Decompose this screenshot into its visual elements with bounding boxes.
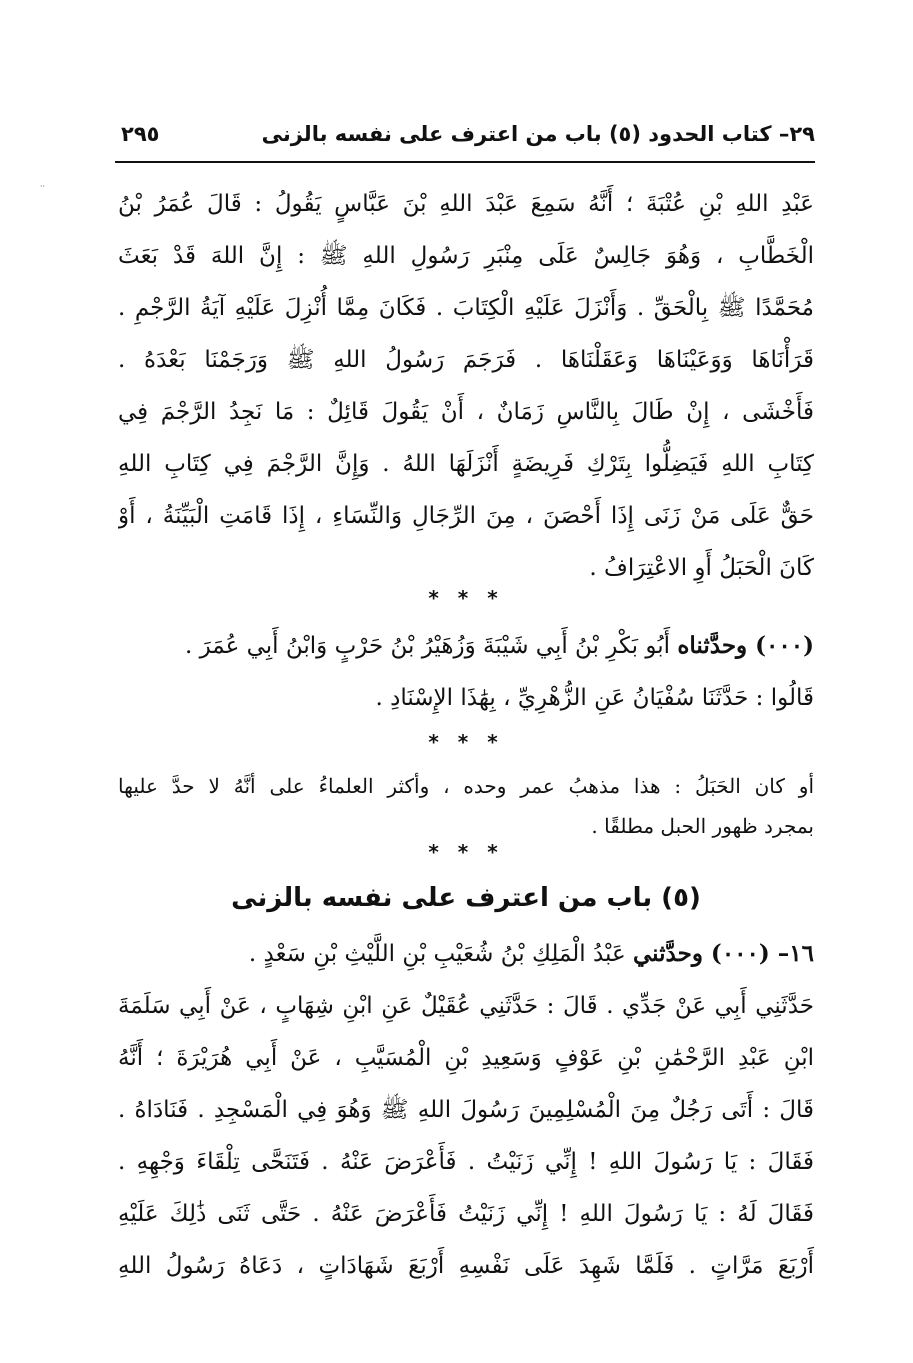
hadith-paragraph-2 (118, 620, 814, 724)
text-line: عَبْدِ اللهِ بْنِ عُتْبَةَ ؛ أَنَّهُ سَمِعَ عَبْدَ اللهِ بْنَ عَبَّاسٍ يَقُولُ : قَالَ عُمَرُ بْنُ (118, 191, 814, 217)
text-line: قَالُوا : حَدَّثَنَا سُفْيَانُ عَنِ الزُّهْرِيِّ ، بِهَٰذَا الإِسْنَادِ . (375, 685, 814, 711)
text-line: مُحَمَّدًا ﷺ بِالْحَقِّ . وَأَنْزَلَ عَلَيْهِ الْكِتَابَ . فَكَانَ مِمَّا أُنْزِلَ عَلَيْهِ آيَةُ الرَّجْمِ . (118, 295, 814, 321)
text-line: فَأَخْشَى ، إِنْ طَالَ بِالنَّاسِ زَمَانٌ ، أَنْ يَقُولَ قَائِلٌ : مَا نَجِدُ الرَّجْمَ فِي (118, 399, 814, 425)
page-number: ٢٩٥ (121, 122, 160, 146)
section-separator: * * * (428, 840, 504, 864)
note-line: أو كان الحَبَلُ : هذا مذهبُ عمر وحده ، وأكثر العلماءُ على أنَّهُ لا حدَّ عليها (118, 774, 814, 798)
commentary-note (118, 766, 814, 846)
text-line: أَرْبَعَ مَرَّاتٍ . فَلَمَّا شَهِدَ عَلَى نَفْسِهِ أَرْبَعَ شَهَادَاتٍ ، دَعَاهُ رَسُولُ اللهِ (118, 1253, 814, 1279)
text-line: قَرَأْنَاهَا وَوَعَيْنَاهَا وَعَقَلْنَاهَا . فَرَجَمَ رَسُولُ اللهِ ﷺ وَرَجَمْنَا بَعْدَهُ . (118, 347, 814, 373)
header-rule (115, 161, 815, 163)
text-line: قَالَ : أَتَى رَجُلٌ مِنَ الْمُسْلِمِينَ رَسُولَ اللهِ ﷺ وَهُوَ فِي الْمَسْجِدِ . فَنَادَاهُ . (118, 1097, 814, 1123)
section-separator: * * * (428, 586, 504, 610)
text-line: فَقَالَ لَهُ : يَا رَسُولَ اللهِ ! إِنِّي زَنَيْتُ فَأَعْرَضَ عَنْهُ . حَتَّى ثَنَى ذَٰلِكَ عَلَيْهِ (118, 1201, 814, 1227)
text-line (118, 928, 814, 980)
text-segment: أَبُو بَكْرِ بْنُ أَبِي شَيْبَةَ وَزُهَيْرُ بْنُ حَرْبٍ وَابْنُ أَبِي عُمَرَ . (184, 633, 678, 659)
text-line: ابْنِ عَبْدِ الرَّحْمَٰنِ بْنِ عَوْفٍ وَسَعِيدِ بْنِ الْمُسَيَّبِ ، عَنْ أَبِي هُرَيْرَةَ ؛ أَنَّهُ (118, 1045, 814, 1071)
hadith-number-marker: (٠٠٠) وحدَّثناه (677, 632, 814, 659)
text-line (118, 620, 814, 672)
chapter-heading: (٥) باب من اعترف على نفسه بالزنى (231, 883, 701, 913)
text-line: الْخَطَّابِ ، وَهُوَ جَالِسٌ عَلَى مِنْبَرِ رَسُولِ اللهِ ﷺ : إِنَّ اللهَ قَدْ بَعَثَ (118, 243, 814, 269)
text-line: حَقٌّ عَلَى مَنْ زَنَى إِذَا أَحْصَنَ ، مِنَ الرِّجَالِ وَالنِّسَاءِ ، إِذَا قَامَتِ الْبَيِّنَةُ ، أَوْ (118, 503, 814, 529)
text-line: كَانَ الْحَبَلُ أَوِ الاعْتِرَافُ . (589, 555, 814, 581)
text-line: فَقَالَ : يَا رَسُولَ اللهِ ! إِنِّي زَنَيْتُ . فَأَعْرَضَ عَنْهُ . فَتَنَحَّى تِلْقَاءَ وَجْهِهِ . (118, 1149, 814, 1175)
section-separator: * * * (428, 730, 504, 754)
note-line: بمجرد ظهور الحبل مطلقًا . (591, 814, 814, 838)
running-header (115, 118, 815, 162)
header-title: ٢٩– كتاب الحدود (٥) باب من اعترف على نفسه بالزنى (261, 122, 815, 146)
text-segment: عَبْدُ الْمَلِكِ بْنُ شُعَيْبِ بْنِ اللَّيْثِ بْنِ سَعْدٍ . (248, 941, 634, 967)
hadith-number-marker: ١٦– (٠٠٠) وحدَّثني (633, 940, 814, 967)
text-line: كِتَابِ اللهِ فَيَضِلُّوا بِتَرْكِ فَرِيضَةٍ أَنْزَلَهَا اللهُ . وَإِنَّ الرَّجْمَ فِي كِتَابِ اللهِ (118, 451, 814, 477)
scan-speck: ·· (40, 182, 46, 191)
text-line: حَدَّثَنِي أَبِي عَنْ جَدِّي . قَالَ : حَدَّثَنِي عُقَيْلٌ عَنِ ابْنِ شِهَابٍ ، عَنْ أَبِي سَلَمَةَ (118, 993, 814, 1019)
hadith-paragraph-1 (118, 178, 814, 594)
hadith-paragraph-3 (118, 928, 814, 1292)
